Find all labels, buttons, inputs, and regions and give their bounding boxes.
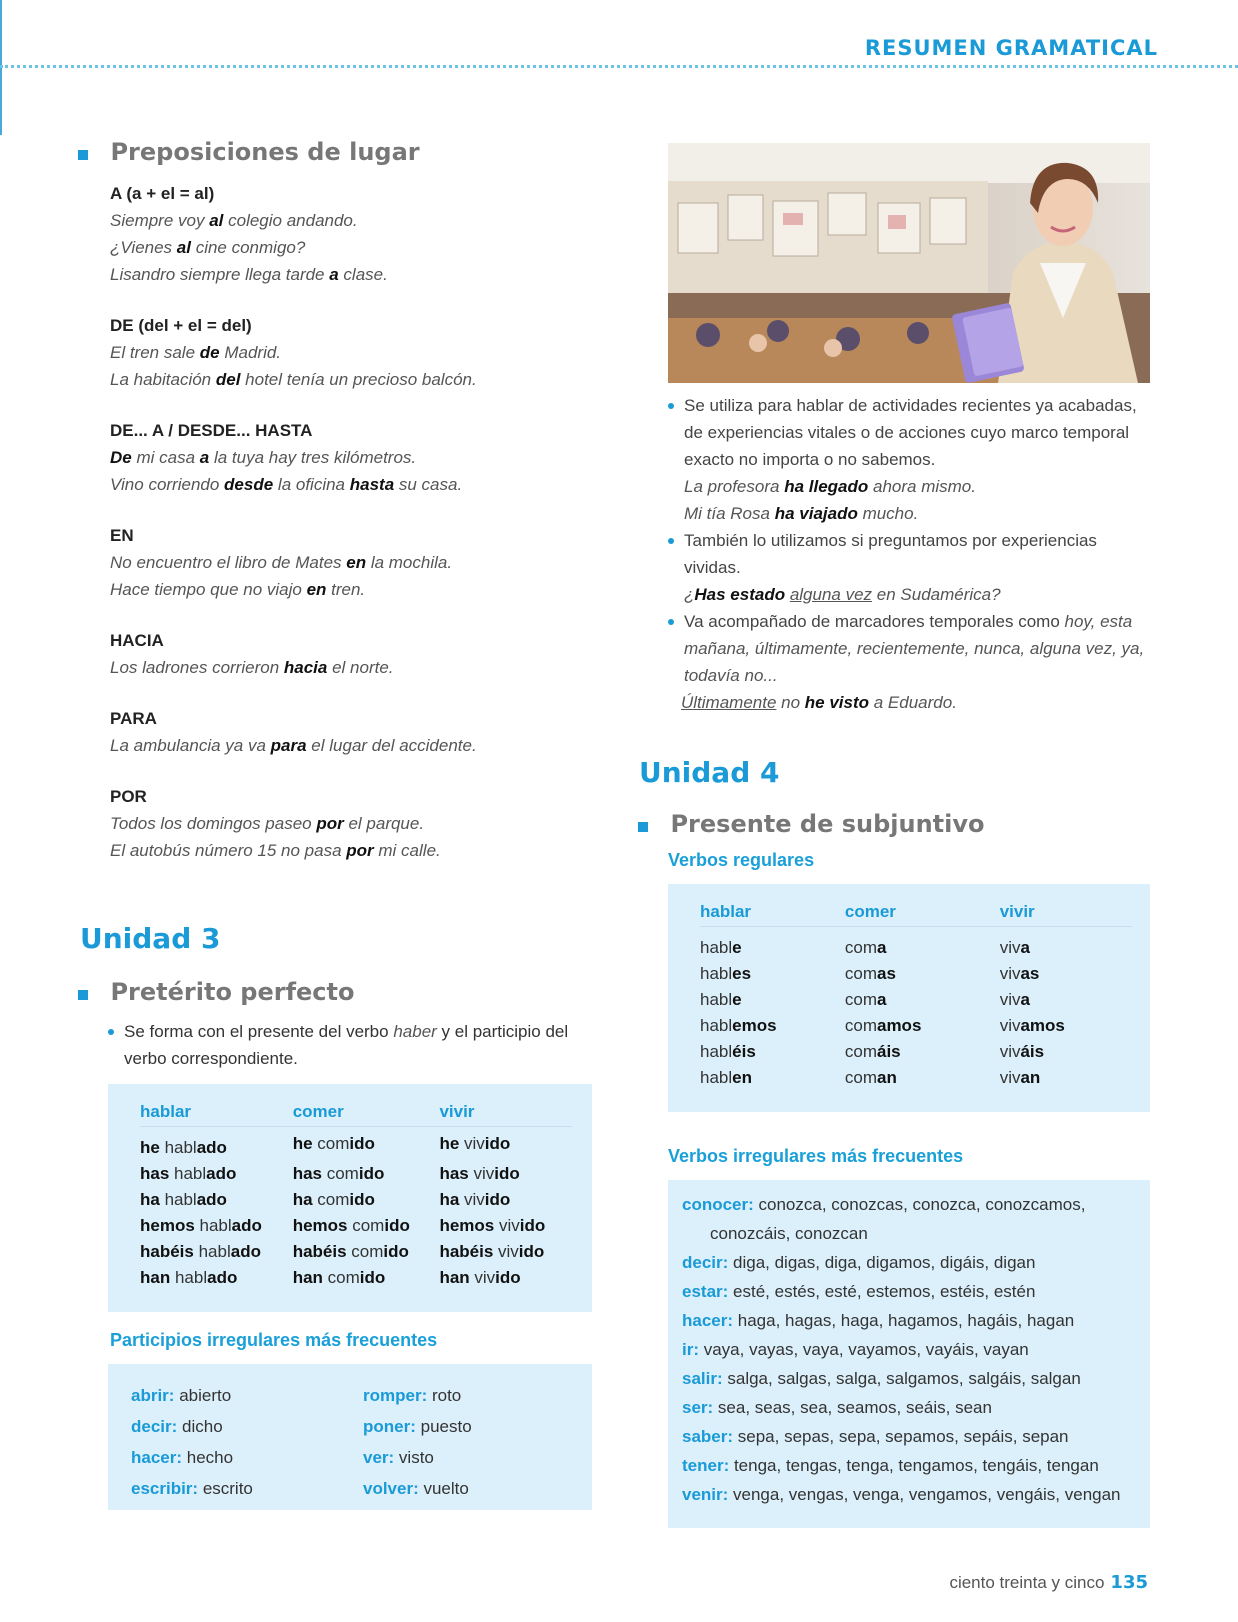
unit-3-title: Unidad 3: [80, 922, 221, 955]
irregular-verb-row: ser: sea, seas, sea, seamos, seáis, sean: [682, 1398, 992, 1417]
auxiliary: has: [292, 1164, 322, 1183]
usage-bullet-2: [668, 527, 1150, 608]
usage-bullet-1: [668, 392, 1150, 527]
emphasis: a: [329, 265, 339, 284]
table-row: [700, 927, 1132, 962]
infinitive: poner:: [363, 1416, 416, 1436]
infinitive: ver:: [363, 1447, 395, 1467]
auxiliary: habéis: [439, 1242, 494, 1261]
conjugation-cell: hable: [700, 938, 742, 957]
teacher-classroom-photo: [668, 143, 1150, 383]
emphasis: hasta: [349, 475, 395, 494]
infinitive: decir:: [131, 1416, 178, 1436]
conjugation-cell: vivamos: [999, 1016, 1065, 1035]
example-sentence: Vino corriendo desde la oficina hasta su casa.: [110, 475, 463, 494]
ending: a: [876, 938, 887, 957]
prep-section-heading: [78, 138, 420, 166]
irregular-verb-row: tener: tenga, tengas, tenga, tengamos, tengáis, tengan: [682, 1456, 1099, 1475]
header-divider: [0, 65, 1238, 68]
table-row: [140, 1127, 572, 1162]
participle-cell: poner: puesto: [363, 1416, 472, 1436]
ending: ido: [359, 1268, 386, 1287]
emphasis: al: [209, 211, 224, 230]
example-sentence: La ambulancia ya va para el lugar del accidente.: [110, 736, 477, 755]
ending: ado: [196, 1190, 227, 1209]
ending: ido: [349, 1134, 375, 1153]
conjugation-cell: han vivido: [439, 1268, 521, 1287]
ending: en: [732, 1068, 752, 1087]
auxiliary: he: [292, 1134, 313, 1153]
preposition-label: A (a + el = al): [110, 184, 215, 203]
infinitive: hacer:: [131, 1447, 183, 1467]
irregular-verb-row: conocer: conozca, conozcas, conozca, conozcamos,: [682, 1195, 1086, 1214]
conjugation-cell: has vivido: [439, 1164, 520, 1183]
usage-text: También lo utilizamos si preguntamos por experiencias vividas.: [684, 531, 1097, 577]
emphasis: desde: [224, 475, 274, 494]
photo-illustration: [668, 143, 1150, 383]
emphasis: hacia: [283, 658, 328, 677]
emphasis: ha viajado: [774, 504, 858, 523]
conjugation-cell: hablen: [700, 1068, 752, 1087]
example-sentence: El autobús número 15 no pasa por mi calle.: [110, 841, 441, 860]
infinitive: saber:: [682, 1427, 734, 1446]
conjugation-cell: han comido: [292, 1268, 386, 1287]
ending: ado: [206, 1164, 237, 1183]
participles-box: [108, 1364, 592, 1510]
pp-conjugation-box: [108, 1084, 592, 1312]
conjugation-cell: hable: [700, 990, 742, 1009]
ending: amos: [1020, 1016, 1065, 1035]
table-row: [700, 987, 1132, 1013]
auxiliary: ha: [140, 1190, 160, 1209]
regular-verbs-title: Verbos regulares: [668, 850, 815, 870]
preposition-label: POR: [110, 787, 147, 806]
ending: ido: [495, 1268, 521, 1287]
conjugation-cell: viva: [999, 990, 1030, 1009]
example-sentence: Hace tiempo que no viajo en tren.: [110, 580, 366, 599]
ending: e: [732, 938, 742, 957]
page-footer: [949, 1572, 1148, 1593]
emphasis: al: [176, 238, 191, 257]
table-row: [130, 1380, 570, 1411]
unit-4-title: Unidad 4: [639, 756, 780, 789]
usage-notes: [668, 392, 1150, 716]
conjugation-cell: coman: [844, 1068, 897, 1087]
ending: ido: [349, 1190, 375, 1209]
ending: es: [732, 964, 752, 983]
emphasis: del: [215, 370, 241, 389]
irregular-verb-row: venir: venga, vengas, venga, vengamos, vengáis, vengan: [682, 1485, 1121, 1504]
infinitive: tener:: [682, 1456, 730, 1475]
ending: ido: [383, 1242, 409, 1261]
preposition-block: [110, 417, 590, 498]
preposition-block: [110, 180, 590, 288]
table-row: [140, 1161, 572, 1187]
ending: áis: [876, 1042, 901, 1061]
emphasis: Has estado: [694, 585, 786, 604]
table-row: [130, 1473, 570, 1504]
conjugation-cell: ha hablado: [140, 1190, 227, 1209]
example-sentence: Últimamente no he visto a Eduardo.: [681, 693, 957, 712]
pp-formation-bullet: Se forma con el presente del verbo haber y el participio del verbo correspondiente.: [108, 1018, 608, 1072]
underlined-marker: alguna vez: [789, 585, 873, 604]
section-square-icon: [638, 822, 648, 832]
conjugation-cell: coma: [844, 990, 887, 1009]
table-row: [700, 1013, 1132, 1039]
ending: e: [732, 990, 742, 1009]
pp-section-heading: [78, 978, 354, 1006]
ending: ido: [519, 1216, 546, 1235]
infinitive: abrir:: [131, 1385, 175, 1405]
example-sentence: La habitación del hotel tenía un precioso balcón.: [110, 370, 477, 389]
conjugation-cell: habéis comido: [292, 1242, 409, 1261]
auxiliary: he: [439, 1134, 460, 1153]
auxiliary: ha: [292, 1190, 313, 1209]
ending: ado: [231, 1216, 262, 1235]
example-sentence: Siempre voy al colegio andando.: [110, 211, 358, 230]
emphasis: a: [199, 448, 210, 467]
example-sentence: La profesora ha llegado ahora mismo.: [684, 477, 976, 496]
column-header: comer: [845, 902, 990, 927]
example-sentence: El tren sale de Madrid.: [110, 343, 282, 362]
infinitive: ser:: [682, 1398, 714, 1417]
section-square-icon: [78, 150, 88, 160]
participle-cell: escribir: escrito: [131, 1478, 253, 1498]
participles-table: [130, 1380, 570, 1504]
ending: áis: [1020, 1042, 1045, 1061]
irregular-verbs-box: [668, 1180, 1150, 1528]
page-number: 135: [1110, 1572, 1148, 1593]
ending: an: [876, 1068, 897, 1087]
column-header: hablar: [700, 902, 845, 927]
auxiliary: has: [140, 1164, 170, 1183]
conjugation-cell: vivan: [999, 1068, 1041, 1087]
ending: ido: [494, 1164, 520, 1183]
preposition-block: [110, 627, 590, 681]
conjugation-cell: habléis: [700, 1042, 756, 1061]
ending: ido: [384, 1216, 410, 1235]
irregular-verb-row: saber: sepa, sepas, sepa, sepamos, sepáis, sepan: [682, 1427, 1069, 1446]
usage-text: Va acompañado de marcadores temporales como hoy, esta mañana, últimamente, recientemente, nunca, alguna vez, ya, todavía no...: [684, 612, 1145, 685]
auxiliary: han: [140, 1268, 171, 1287]
ending: a: [1020, 938, 1030, 957]
section-square-icon: [78, 990, 88, 1000]
ending: an: [1020, 1068, 1041, 1087]
prepositions-list: [110, 180, 590, 888]
infinitive: escribir:: [131, 1478, 199, 1498]
auxiliary: hemos: [439, 1216, 495, 1235]
irregular-verb-row: estar: esté, estés, esté, estemos, estéis, estén: [682, 1282, 1036, 1301]
conjugation-cell: coma: [844, 938, 887, 957]
irregular-verb-row: decir: diga, digas, diga, digamos, digáis, digan: [682, 1253, 1036, 1272]
conjugation-cell: ha vivido: [439, 1190, 511, 1209]
auxiliary: hemos: [140, 1216, 195, 1235]
ending: ido: [484, 1134, 511, 1153]
preposition-block: [110, 312, 590, 393]
ending: ido: [518, 1242, 545, 1261]
participle-cell: hacer: hecho: [131, 1447, 234, 1467]
auxiliary: han: [292, 1268, 323, 1287]
infinitive: hacer:: [682, 1311, 734, 1330]
conjugation-cell: viváis: [999, 1042, 1045, 1061]
ps-section-heading: [638, 810, 985, 838]
running-header: RESUMEN GRAMATICAL: [864, 36, 1158, 60]
table-row: [140, 1239, 572, 1265]
emphasis: en: [306, 580, 327, 599]
conjugation-cell: he hablado: [140, 1138, 227, 1157]
ps-conjugation-table: [700, 902, 1132, 1091]
column-header: vivir: [990, 902, 1132, 927]
preposition-block: [110, 522, 590, 603]
ending: amos: [876, 1016, 922, 1035]
section-title: Preposiciones de lugar: [110, 138, 420, 166]
emphasis: por: [346, 841, 374, 860]
conjugation-cell: hemos comido: [292, 1216, 410, 1235]
emphasis: de: [199, 343, 220, 362]
participle-cell: abrir: abierto: [131, 1385, 232, 1405]
conjugation-cell: hablemos: [700, 1016, 777, 1035]
irregular-verbs-title: Verbos irregulares más frecuentes: [668, 1146, 964, 1166]
conjugation-cell: hemos vivido: [439, 1216, 546, 1235]
irregular-verb-row: salir: salga, salgas, salga, salgamos, salgáis, salgan: [682, 1369, 1081, 1388]
infinitive: salir:: [682, 1369, 723, 1388]
ending: a: [876, 990, 887, 1009]
table-row: [700, 1039, 1132, 1065]
ending: emos: [732, 1016, 777, 1035]
participle-cell: volver: vuelto: [363, 1478, 469, 1498]
ending: ido: [358, 1164, 385, 1183]
section-title: Pretérito perfecto: [110, 978, 355, 1006]
ending: a: [1020, 990, 1030, 1009]
participle-cell: romper: roto: [363, 1385, 462, 1405]
conjugation-cell: habéis hablado: [140, 1242, 261, 1261]
conjugation-cell: he vivido: [439, 1134, 511, 1153]
table-row: [140, 1265, 572, 1291]
table-header-row: [140, 1102, 572, 1127]
infinitive: romper:: [363, 1385, 428, 1405]
emphasis: he visto: [804, 693, 870, 712]
infinitive: conocer:: [682, 1195, 754, 1214]
column-header: vivir: [439, 1102, 572, 1127]
ending: ado: [230, 1242, 261, 1261]
preposition-label: EN: [110, 526, 134, 545]
example-sentence: ¿Has estado alguna vez en Sudamérica?: [684, 585, 1001, 604]
ending: ido: [484, 1190, 511, 1209]
preposition-label: HACIA: [110, 631, 164, 650]
column-header: comer: [293, 1102, 440, 1127]
auxiliary: hemos: [292, 1216, 348, 1235]
infinitive: volver:: [363, 1478, 419, 1498]
auxiliary: habéis: [140, 1242, 194, 1261]
table-row: [700, 961, 1132, 987]
table-row: [700, 1065, 1132, 1091]
example-sentence: Todos los domingos paseo por el parque.: [110, 814, 425, 833]
conjugation-cell: viva: [999, 938, 1030, 957]
example-sentence: ¿Vienes al cine conmigo?: [110, 238, 306, 257]
auxiliary: habéis: [292, 1242, 347, 1261]
column-header: hablar: [140, 1102, 293, 1127]
ending: ado: [196, 1138, 227, 1157]
infinitive: ir:: [682, 1340, 699, 1359]
table-row: [130, 1411, 570, 1442]
conjugation-cell: has hablado: [140, 1164, 237, 1183]
emphasis: ha llegado: [784, 477, 869, 496]
conjugation-cell: has comido: [292, 1164, 385, 1183]
example-sentence: Los ladrones corrieron hacia el norte.: [110, 658, 394, 677]
infinitive: venir:: [682, 1485, 729, 1504]
emphasis: De: [110, 448, 132, 467]
conjugation-cell: ha comido: [292, 1190, 375, 1209]
participle-cell: decir: dicho: [131, 1416, 223, 1436]
table-row: [130, 1442, 570, 1473]
ending: as: [1020, 964, 1040, 983]
auxiliary: he: [140, 1138, 160, 1157]
conjugation-cell: habéis vivido: [439, 1242, 545, 1261]
auxiliary: has: [439, 1164, 469, 1183]
conjugation-cell: comáis: [844, 1042, 901, 1061]
preposition-label: DE (del + el = del): [110, 316, 252, 335]
example-sentence: No encuentro el libro de Mates en la mochila.: [110, 553, 453, 572]
table-row: [140, 1213, 572, 1239]
ending: as: [876, 964, 896, 983]
auxiliary: han: [439, 1268, 470, 1287]
conjugation-cell: hables: [700, 964, 752, 983]
infinitive: decir:: [682, 1253, 729, 1272]
irregular-verb-continuation: conozcáis, conozcan: [710, 1224, 868, 1243]
conjugation-cell: han hablado: [140, 1268, 238, 1287]
conjugation-cell: hemos hablado: [140, 1216, 262, 1235]
preposition-block: [110, 783, 590, 864]
preposition-label: PARA: [110, 709, 157, 728]
auxiliary: ha: [439, 1190, 460, 1209]
participle-cell: ver: visto: [363, 1447, 434, 1467]
ending: ado: [207, 1268, 238, 1287]
irregular-verb-row: hacer: haga, hagas, haga, hagamos, hagáis, hagan: [682, 1311, 1075, 1330]
preposition-label: DE... A / DESDE... HASTA: [110, 421, 313, 440]
example-sentence: Mi tía Rosa ha viajado mucho.: [684, 504, 919, 523]
page-number-words: ciento treinta y cinco: [949, 1573, 1105, 1592]
example-sentence: De mi casa a la tuya hay tres kilómetros.: [110, 448, 417, 467]
ending: éis: [732, 1042, 756, 1061]
conjugation-cell: vivas: [999, 964, 1040, 983]
verb-name: haber: [393, 1022, 437, 1041]
irregular-verb-row: ir: vaya, vayas, vaya, vayamos, vayáis, vayan: [682, 1340, 1029, 1359]
table-row: [140, 1187, 572, 1213]
preposition-block: [110, 705, 590, 759]
example-sentence: Lisandro siempre llega tarde a clase.: [110, 265, 388, 284]
pp-conjugation-table: [140, 1102, 572, 1291]
conjugation-cell: comamos: [844, 1016, 922, 1035]
emphasis: para: [270, 736, 307, 755]
participles-title: Participios irregulares más frecuentes: [110, 1330, 438, 1350]
conjugation-cell: he comido: [292, 1134, 375, 1153]
usage-bullet-3: [668, 608, 1150, 716]
emphasis: por: [316, 814, 344, 833]
ps-conjugation-box: [668, 884, 1150, 1112]
emphasis: en: [346, 553, 367, 572]
conjugation-cell: comas: [844, 964, 896, 983]
infinitive: estar:: [682, 1282, 729, 1301]
table-header-row: [700, 902, 1132, 927]
section-title: Presente de subjuntivo: [670, 810, 985, 838]
underlined-marker: Últimamente: [681, 693, 777, 712]
usage-text: Se utiliza para hablar de actividades recientes ya acabadas, de experiencias vitales o de acciones cuyo marco temporal exacto no importa o no sabemos.: [684, 396, 1137, 469]
